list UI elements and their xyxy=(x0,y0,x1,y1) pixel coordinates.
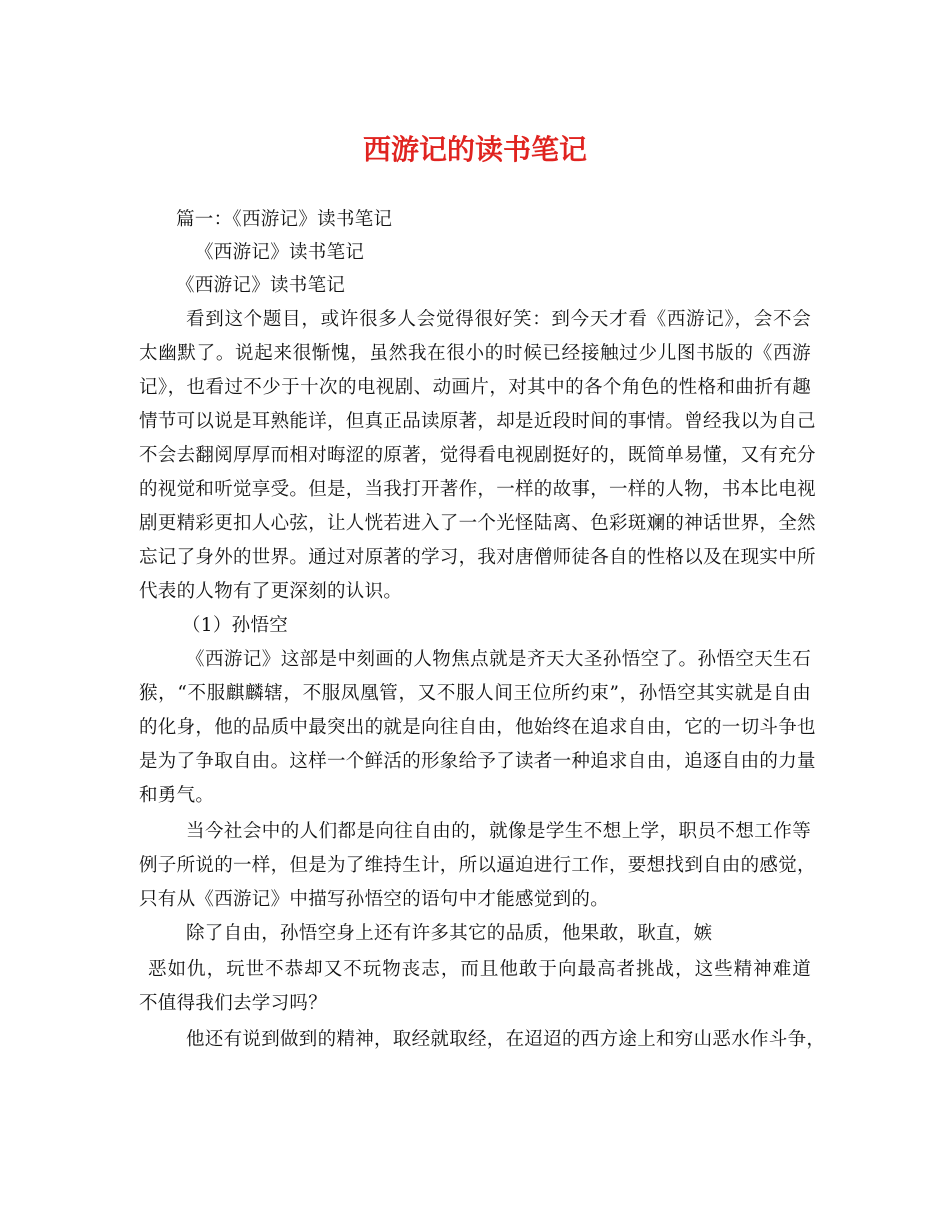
paragraph-line: 猴，“不服麒麟辖，不服凤凰管，又不服人间王位所约束”，孙悟空其实就是自由 xyxy=(139,683,811,704)
paragraph-line: 太幽默了。说起来很惭愧，虽然我在很小的时候已经接触过少儿图书版的《西游 xyxy=(139,343,811,364)
paragraph-line: 情节可以说是耳熟能详，但真正品读原著，却是近段时间的事情。曾经我以为自己 xyxy=(139,411,816,432)
paragraph-line: 的化身，他的品质中最突出的就是向往自由，他始终在追求自由，它的一切斗争也 xyxy=(139,717,816,738)
paragraph-line: 他还有说到做到的精神，取经就取经，在迢迢的西方途上和穷山恶水作斗争， xyxy=(186,1029,826,1050)
subheading: 《西游记》读书笔记 xyxy=(195,242,365,263)
paragraph-line: 当今社会中的人们都是向往自由的，就像是学生不想上学，职员不想工作等 xyxy=(186,821,811,842)
paragraph-line: 忘记了身外的世界。通过对原著的学习，我对唐僧师徒各自的性格以及在现实中所 xyxy=(139,547,816,568)
paragraph-line: 是为了争取自由。这样一个鲜活的形象给予了读者一种追求自由，追逐自由的力量 xyxy=(139,751,816,772)
paragraph-line: 代表的人物有了更深刻的认识。 xyxy=(139,581,403,602)
paragraph-line: 不值得我们去学习吗？ xyxy=(139,993,328,1014)
paragraph-line: 看到这个题目，或许很多人会觉得很好笑：到今天才看《西游记》，会不会 xyxy=(186,309,811,330)
paragraph-line: 的视觉和听觉享受。但是，当我打开著作，一样的故事，一样的人物，书本比电视 xyxy=(139,479,816,500)
subheading: 《西游记》读书笔记 xyxy=(176,275,346,296)
paragraph-line: 《西游记》这部是中刻画的人物焦点就是齐天大圣孙悟空了。孙悟空天生石 xyxy=(186,649,811,670)
document-title: 西游记的读书笔记 xyxy=(362,133,587,166)
paragraph-line: 恶如仇，玩世不恭却又不玩物丧志，而且他敢于向最高者挑战，这些精神难道 xyxy=(148,959,811,980)
paragraph-line: 只有从《西游记》中描写孙悟空的语句中才能感觉到的。 xyxy=(139,889,610,910)
character-heading: （1）孙悟空 xyxy=(182,615,289,636)
paragraph-line: 除了自由，孙悟空身上还有许多其它的品质，他果敢，耿直，嫉 xyxy=(186,923,713,944)
paragraph-line: 剧更精彩更扣人心弦，让人恍若进入了一个光怪陆离、色彩斑斓的神话世界，全然 xyxy=(139,513,816,534)
paragraph-line: 例子所说的一样，但是为了维持生计，所以逼迫进行工作，要想找到自由的感觉， xyxy=(139,855,816,876)
paragraph-line: 不会去翻阅厚厚而相对晦涩的原著，觉得看电视剧挺好的，既简单易懂，又有充分 xyxy=(139,445,816,466)
paragraph-line: 记》，也看过不少于十次的电视剧、动画片，对其中的各个角色的性格和曲折有趣 xyxy=(139,377,811,398)
section-heading: 篇一：《西游记》读书笔记 xyxy=(176,209,393,230)
paragraph-line: 和勇气。 xyxy=(139,785,215,806)
